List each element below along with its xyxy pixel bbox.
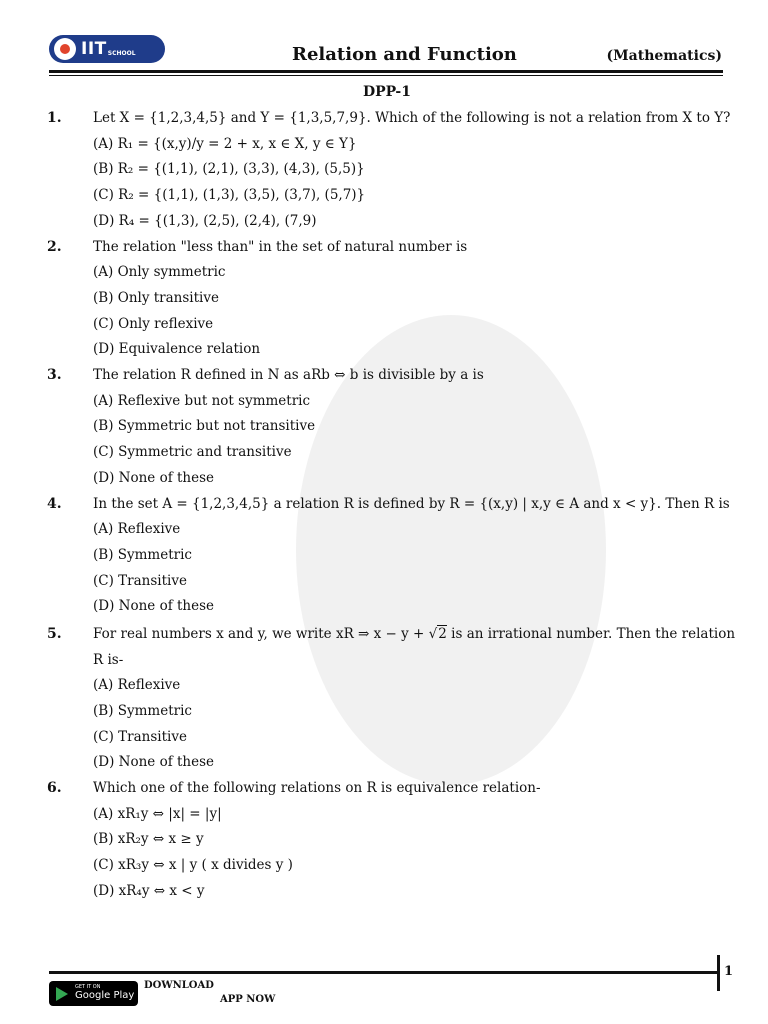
question-number: 2. bbox=[47, 239, 62, 255]
background-watermark bbox=[296, 315, 606, 785]
option: (D) None of these bbox=[93, 470, 215, 486]
page-number: 1 bbox=[724, 964, 734, 979]
google-play-badge[interactable] bbox=[49, 981, 138, 1006]
question-text-continued: R is- bbox=[93, 652, 124, 668]
option: (D) R₄ = {(1,3), (2,5), (2,4), (7,9) bbox=[93, 213, 317, 229]
footer-rule bbox=[49, 971, 719, 974]
dpp-label: DPP-1 bbox=[363, 84, 411, 100]
option: (B) xR₂y ⇔ x ≥ y bbox=[93, 831, 204, 847]
subject-label: (Mathematics) bbox=[606, 48, 722, 64]
question-text: In the set A = {1,2,3,4,5} a relation R is defined by R = {(x,y) | x,y ∈ A and x < y}. Then R is bbox=[93, 496, 730, 512]
header-rule-thin bbox=[49, 75, 723, 76]
option: (C) Transitive bbox=[93, 729, 187, 745]
option: (B) R₂ = {(1,1), (2,1), (3,3), (4,3), (5,5)} bbox=[93, 161, 365, 177]
question-text: Which one of the following relations on R is equivalence relation- bbox=[93, 780, 541, 796]
option: (A) Reflexive bbox=[93, 521, 181, 537]
option: (B) Only transitive bbox=[93, 290, 219, 306]
option: (A) Only symmetric bbox=[93, 264, 226, 280]
option: (A) Reflexive bbox=[93, 677, 181, 693]
play-store-icon bbox=[56, 987, 68, 1001]
question-text: The relation "less than" in the set of natural number is bbox=[93, 239, 468, 255]
app-now-label: APP NOW bbox=[220, 994, 276, 1005]
option: (D) None of these bbox=[93, 598, 215, 614]
logo-text: IIT bbox=[81, 39, 107, 59]
option: (D) Equivalence relation bbox=[93, 341, 261, 357]
option: (C) R₂ = {(1,1), (1,3), (3,5), (3,7), (5,7)} bbox=[93, 187, 366, 203]
badge-small-text: GET IT ON bbox=[75, 984, 101, 990]
option: (B) Symmetric bbox=[93, 703, 192, 719]
option: (A) Reflexive but not symmetric bbox=[93, 393, 311, 409]
badge-big-text: Google Play bbox=[75, 990, 135, 1001]
footer-vertical-rule bbox=[717, 955, 720, 991]
question-number: 4. bbox=[47, 496, 62, 512]
option: (A) xR₁y ⇔ |x| = |y| bbox=[93, 806, 222, 822]
page-title: Relation and Function bbox=[292, 44, 517, 65]
radicand: 2 bbox=[438, 626, 447, 642]
question-text-part: For real numbers x and y, we write xR ⇒ x − y + √ bbox=[93, 626, 438, 642]
question-number: 5. bbox=[47, 626, 62, 642]
option: (C) xR₃y ⇔ x | y ( x divides y ) bbox=[93, 857, 293, 873]
option: (D) xR₄y ⇔ x < y bbox=[93, 883, 205, 899]
iit-school-logo bbox=[49, 35, 165, 63]
question-text: The relation R defined in N as aRb ⇔ b is divisible by a is bbox=[93, 367, 484, 383]
option: (C) Transitive bbox=[93, 573, 187, 589]
option: (B) Symmetric bbox=[93, 547, 192, 563]
download-label: DOWNLOAD bbox=[144, 980, 214, 991]
question-text bbox=[93, 626, 735, 642]
option: (B) Symmetric but not transitive bbox=[93, 418, 316, 434]
option: (A) R₁ = {(x,y)/y = 2 + x, x ∈ X, y ∈ Y} bbox=[93, 136, 357, 152]
option: (C) Only reflexive bbox=[93, 316, 214, 332]
option: (C) Symmetric and transitive bbox=[93, 444, 292, 460]
question-number: 3. bbox=[47, 367, 62, 383]
question-text: Let X = {1,2,3,4,5} and Y = {1,3,5,7,9}. Which of the following is not a relation from X to Y? bbox=[93, 110, 731, 126]
question-number: 1. bbox=[47, 110, 62, 126]
logo-subtext: SCHOOL bbox=[107, 49, 136, 57]
logo-emblem-icon bbox=[54, 38, 76, 60]
header-rule-thick bbox=[49, 70, 723, 73]
option: (D) None of these bbox=[93, 754, 215, 770]
question-number: 6. bbox=[47, 780, 62, 796]
question-text-part: is an irrational number. Then the relation bbox=[446, 626, 736, 642]
